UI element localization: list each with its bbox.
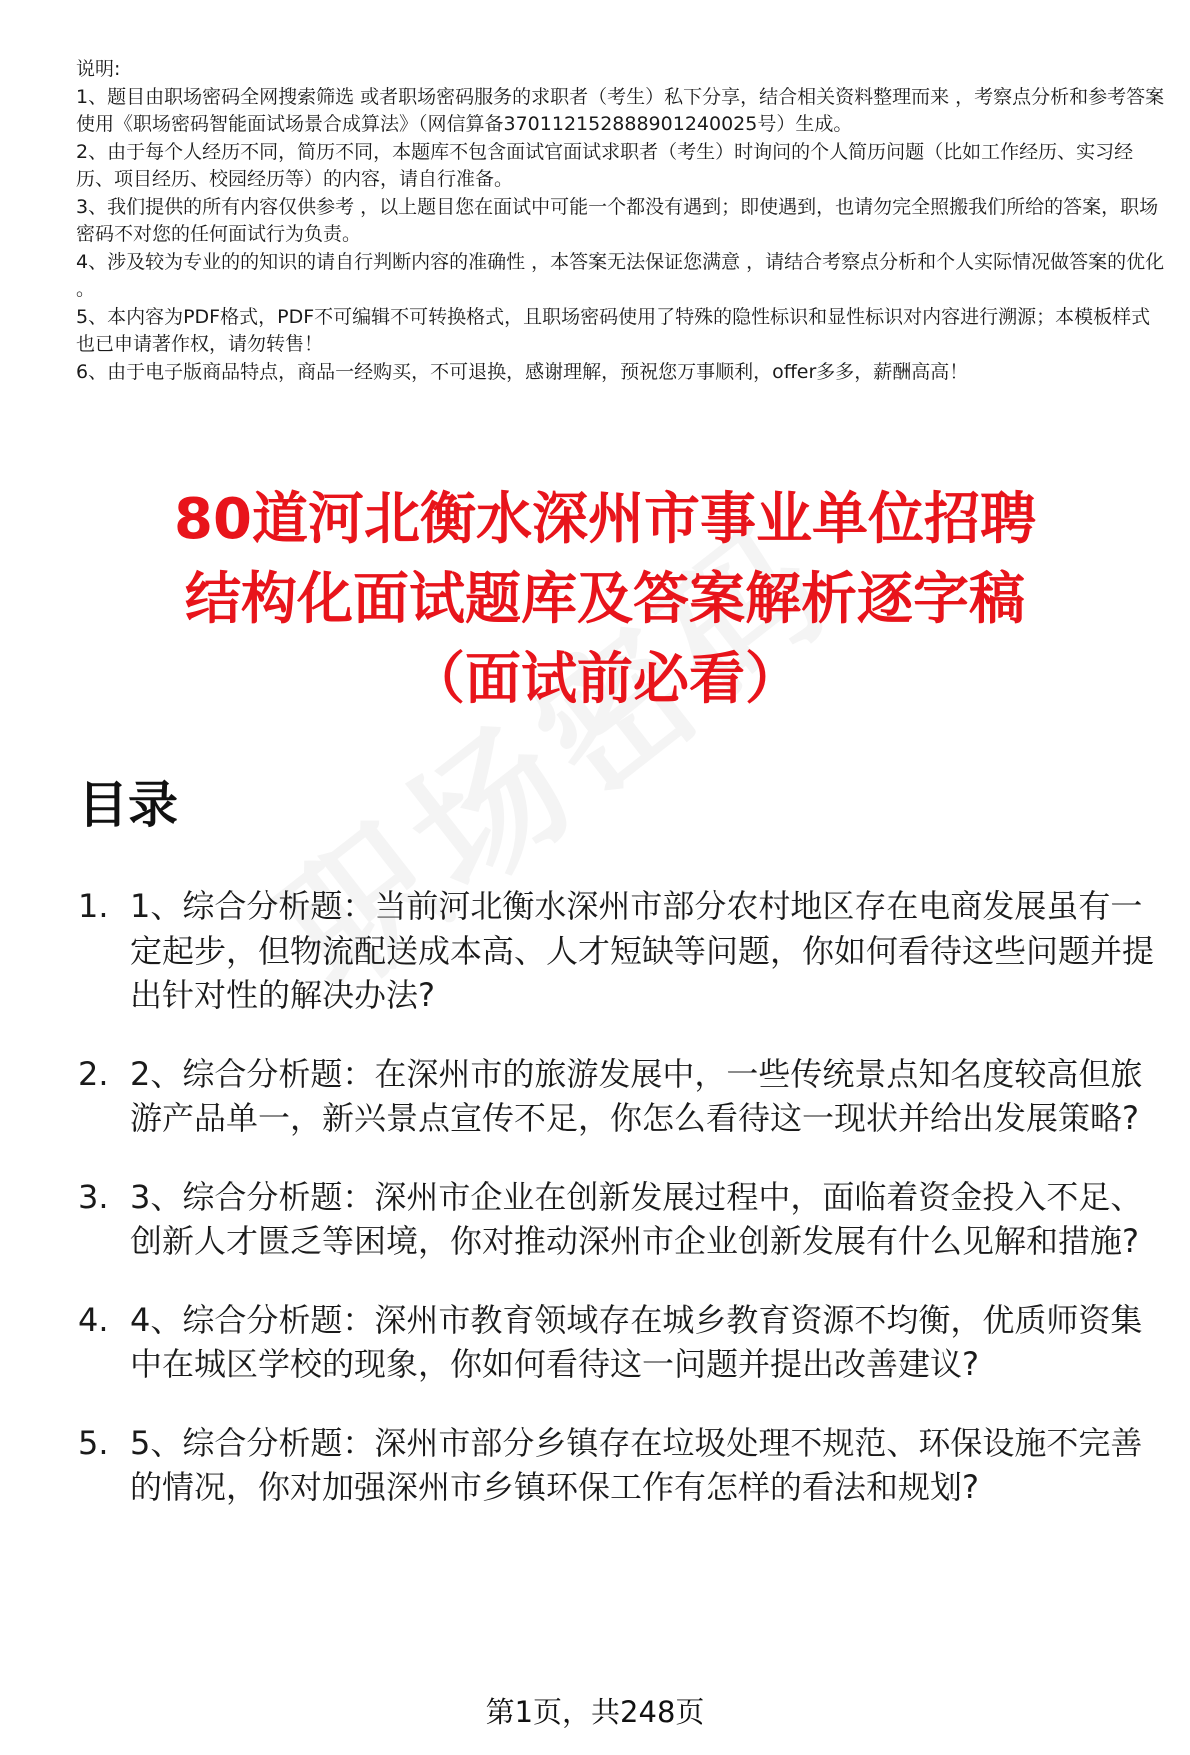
toc-item-number: 2.: [78, 1054, 109, 1093]
toc-item-text: 2、综合分析题：在深州市的旅游发展中，一些传统景点知名度较高但旅游产品单一，新兴景点宣传不足，你怎么看待这一现状并给出发展策略?: [130, 1054, 1143, 1137]
note-item-4: 4、涉及较为专业的的知识的请自行判断内容的准确性 ，本答案无法保证您满意 ，请结合考察点分析和个人实际情况做答案的优化 。: [76, 250, 1165, 300]
note-item-3: 3、我们提供的所有内容仅供参考 ，以上题目您在面试中可能一个都没有遇到；即使遇到，也请勿完全照搬我们所给的答案，职场密码不对您的任何面试行为负责。: [76, 195, 1159, 245]
toc-item-text: 4、综合分析题：深州市教育领域存在城乡教育资源不均衡，优质师资集中在城区学校的现象，你如何看待这一问题并提出改善建议?: [130, 1300, 1143, 1383]
title-line-1: 80道河北衡水深州市事业单位招聘: [174, 487, 1036, 552]
toc-item[interactable]: [78, 1298, 1168, 1387]
toc-item[interactable]: [78, 1421, 1168, 1510]
toc-item-text: 1、综合分析题：当前河北衡水深州市部分农村地区存在电商发展虽有一定起步，但物流配送成本高、人才短缺等问题，你如何看待这些问题并提出针对性的解决办法?: [130, 887, 1155, 1014]
toc-item-text: 5、综合分析题：深州市部分乡镇存在垃圾处理不规范、环保设施不完善的情况，你对加强深州市乡镇环保工作有怎样的看法和规划?: [130, 1423, 1143, 1506]
toc-item[interactable]: [78, 1175, 1168, 1264]
toc-item-number: 5.: [78, 1423, 109, 1462]
disclaimer-notes: [76, 56, 1166, 386]
note-item-5: 5、本内容为PDF格式，PDF不可编辑不可转换格式，且职场密码使用了特殊的隐性标识和显性标识对内容进行溯源；本模板样式也已申请著作权，请勿转售！: [76, 305, 1151, 355]
note-item-2: 2、由于每个人经历不同，简历不同，本题库不包含面试官面试求职者（考生）时询问的个人简历问题（比如工作经历、实习经历、项目经历、校园经历等）的内容，请自行准备。: [76, 140, 1134, 190]
toc-item-text: 3、综合分析题：深州市企业在创新发展过程中，面临着资金投入不足、创新人才匮乏等困境，你对推动深州市企业创新发展有什么见解和措施?: [130, 1177, 1143, 1260]
toc-item-number: 1.: [78, 887, 109, 925]
note-item-1: 1、题目由职场密码全网搜索筛选 或者职场密码服务的求职者（考生）私下分享，结合相关资料整理而来 ，考察点分析和参考答案使用《职场密码智能面试场景合成算法》（网信算备370112152888901240025号）生成。: [76, 85, 1165, 135]
toc-list: [78, 884, 1168, 1544]
page-number-footer: 第1页，共248页: [485, 1695, 705, 1729]
toc-item[interactable]: [78, 1052, 1168, 1141]
toc-heading: 目录: [78, 776, 178, 834]
toc-item-number: 4.: [78, 1300, 109, 1339]
title-line-2: 结构化面试题库及答案解析逐字稿: [185, 567, 1025, 632]
notes-heading: 说明:: [76, 58, 121, 80]
title-line-3: （面试前必看）: [409, 647, 801, 712]
note-item-6: 6、由于电子版商品特点，商品一经购买，不可退换，感谢理解，预祝您万事顺利，offer多多，薪酬高高！: [76, 360, 969, 383]
document-title: [70, 480, 1140, 720]
toc-item[interactable]: [78, 884, 1168, 1018]
toc-item-number: 3.: [78, 1177, 109, 1216]
